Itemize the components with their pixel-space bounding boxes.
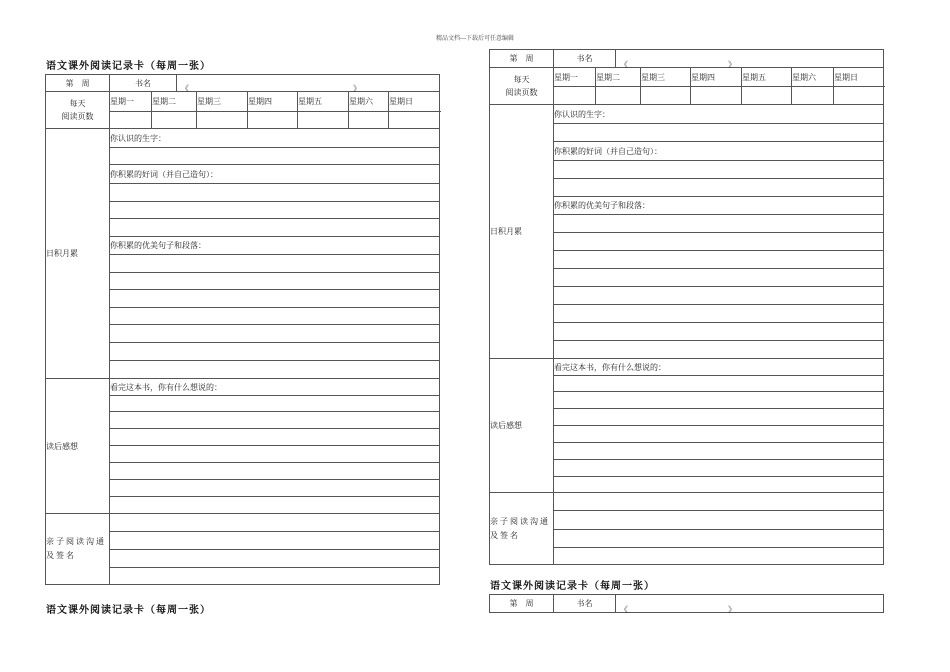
- pages-input-wed[interactable]: [197, 112, 248, 129]
- writing-line[interactable]: [554, 477, 884, 493]
- writing-line[interactable]: [554, 341, 884, 359]
- section-parent-signature: 亲子阅读沟通及签名: [490, 493, 554, 565]
- weekday-sun: 星期日: [834, 68, 884, 87]
- pages-input-tue[interactable]: [596, 87, 641, 105]
- prompt-good-words: 你积累的好词（并自己造句）：: [554, 142, 884, 161]
- section-accumulation: 日积月累: [46, 129, 110, 379]
- prompt-sentences: 你积累的优美句子和段落：: [110, 237, 440, 255]
- writing-line[interactable]: [110, 308, 440, 325]
- weekday-thu: 星期四: [248, 92, 298, 112]
- writing-line[interactable]: [110, 184, 440, 202]
- writing-line[interactable]: [554, 305, 884, 323]
- writing-line[interactable]: [110, 396, 440, 412]
- weekday-tue: 星期二: [152, 92, 197, 112]
- weekday-sat: 星期六: [792, 68, 834, 87]
- book-title-field[interactable]: [616, 50, 884, 68]
- writing-line[interactable]: [110, 273, 440, 290]
- week-label: 第 周: [490, 595, 554, 613]
- weekday-thu: 星期四: [691, 68, 742, 87]
- pages-input-fri[interactable]: [742, 87, 792, 105]
- reading-card-right-next: [489, 594, 884, 613]
- writing-line[interactable]: [110, 148, 440, 165]
- writing-line[interactable]: [110, 219, 440, 237]
- book-title-field[interactable]: [177, 75, 440, 92]
- pages-input-sun[interactable]: [389, 112, 440, 129]
- pages-input-wed[interactable]: [641, 87, 691, 105]
- weekday-wed: 星期三: [197, 92, 248, 112]
- writing-line[interactable]: [554, 426, 884, 443]
- section-accumulation: 日积月累: [490, 105, 554, 359]
- writing-line[interactable]: [554, 392, 884, 409]
- book-open-quote: 《: [620, 59, 628, 69]
- book-open-quote: 《: [181, 84, 189, 93]
- writing-line[interactable]: [554, 287, 884, 305]
- writing-line[interactable]: [554, 323, 884, 341]
- pages-input-thu[interactable]: [248, 112, 298, 129]
- writing-line[interactable]: [110, 361, 440, 379]
- writing-line[interactable]: [554, 251, 884, 269]
- writing-line[interactable]: [110, 568, 440, 585]
- weekday-mon: 星期一: [110, 92, 152, 112]
- book-open-quote: 《: [620, 604, 628, 614]
- book-close-quote: 》: [728, 604, 736, 614]
- daily-pages-label: 每天 阅读页数: [46, 92, 110, 129]
- pages-input-sat[interactable]: [349, 112, 389, 129]
- weekday-mon: 星期一: [554, 68, 596, 87]
- book-title-field[interactable]: [616, 595, 884, 613]
- book-close-quote: 》: [353, 84, 361, 93]
- week-label: 第 周: [46, 75, 110, 92]
- weekday-tue: 星期二: [596, 68, 641, 87]
- header-note: 精品文档---下载后可任意编辑: [435, 35, 515, 42]
- pages-input-sat[interactable]: [792, 87, 834, 105]
- weekday-sat: 星期六: [349, 92, 389, 112]
- writing-line[interactable]: [554, 493, 884, 511]
- writing-line[interactable]: [110, 412, 440, 429]
- section-reflection: 读后感想: [490, 359, 554, 493]
- pages-input-thu[interactable]: [691, 87, 742, 105]
- prompt-reflection: 看完这本书，你有什么想说的：: [554, 359, 884, 376]
- weekday-fri: 星期五: [742, 68, 792, 87]
- book-label: 书名: [110, 75, 177, 92]
- writing-line[interactable]: [110, 429, 440, 446]
- card-title-right-next: 语文课外阅读记录卡（每周一张）: [490, 581, 655, 592]
- weekday-sun: 星期日: [389, 92, 440, 112]
- week-label: 第 周: [490, 50, 554, 68]
- writing-line[interactable]: [554, 530, 884, 548]
- prompt-new-chars: 你认识的生字：: [110, 129, 440, 148]
- writing-line[interactable]: [554, 548, 884, 565]
- writing-line[interactable]: [554, 269, 884, 287]
- writing-line[interactable]: [110, 290, 440, 308]
- weekday-fri: 星期五: [298, 92, 349, 112]
- writing-line[interactable]: [554, 179, 884, 197]
- pages-input-mon[interactable]: [554, 87, 596, 105]
- writing-line[interactable]: [110, 550, 440, 568]
- prompt-sentences: 你积累的优美句子和段落：: [554, 197, 884, 215]
- book-label: 书名: [554, 50, 616, 68]
- writing-line[interactable]: [554, 443, 884, 460]
- card-title-left: 语文课外阅读记录卡（每周一张）: [46, 61, 211, 72]
- weekday-wed: 星期三: [641, 68, 691, 87]
- prompt-reflection: 看完这本书，你有什么想说的：: [110, 379, 440, 396]
- pages-input-tue[interactable]: [152, 112, 197, 129]
- writing-line[interactable]: [110, 497, 440, 514]
- pages-input-mon[interactable]: [110, 112, 152, 129]
- writing-line[interactable]: [554, 409, 884, 426]
- book-close-quote: 》: [728, 59, 736, 69]
- writing-line[interactable]: [554, 376, 884, 392]
- writing-line[interactable]: [554, 460, 884, 477]
- pages-input-sun[interactable]: [834, 87, 884, 105]
- writing-line[interactable]: [110, 446, 440, 463]
- section-reflection: 读后感想: [46, 379, 110, 514]
- writing-line[interactable]: [110, 463, 440, 480]
- writing-line[interactable]: [110, 480, 440, 497]
- prompt-new-chars: 你认识的生字：: [554, 105, 884, 124]
- writing-line[interactable]: [554, 161, 884, 179]
- writing-line[interactable]: [554, 124, 884, 142]
- reading-card-right: [489, 49, 884, 565]
- section-parent-signature: 亲子阅读沟通及签名: [46, 514, 110, 585]
- reading-card-left: [45, 74, 440, 585]
- writing-line[interactable]: [554, 215, 884, 233]
- writing-line[interactable]: [110, 343, 440, 361]
- writing-line[interactable]: [110, 255, 440, 273]
- pages-input-fri[interactable]: [298, 112, 349, 129]
- writing-line[interactable]: [110, 514, 440, 532]
- writing-line[interactable]: [554, 233, 884, 251]
- writing-line[interactable]: [554, 511, 884, 530]
- writing-line[interactable]: [110, 325, 440, 343]
- prompt-good-words: 你积累的好词（并自己造句）：: [110, 165, 440, 184]
- card-title-left-next: 语文课外阅读记录卡（每周一张）: [46, 605, 211, 616]
- writing-line[interactable]: [110, 532, 440, 550]
- daily-pages-label: 每天 阅读页数: [490, 68, 554, 105]
- writing-line[interactable]: [110, 202, 440, 219]
- book-label: 书名: [554, 595, 616, 613]
